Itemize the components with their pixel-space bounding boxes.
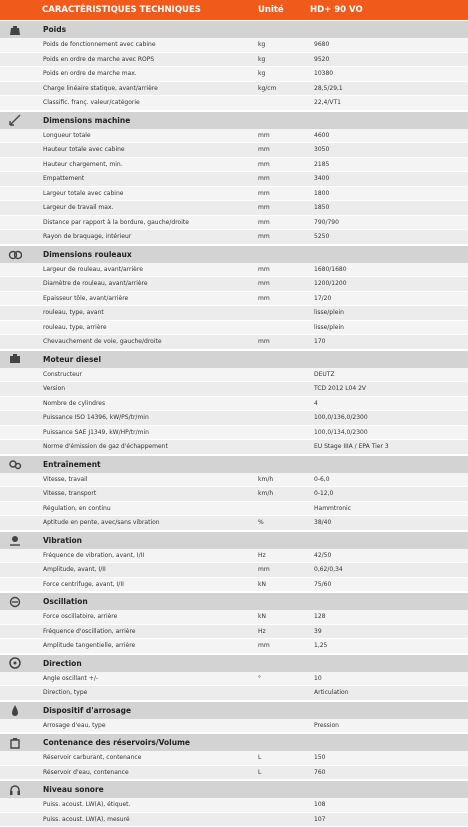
row-unit: mm (258, 190, 310, 197)
row-label: Diamètre de rouleau, avant/arrière (0, 280, 258, 287)
row-label: Fréquence de vibration, avant, I/II (0, 552, 258, 559)
row-value: 760 (310, 769, 468, 776)
row-label: Version (0, 385, 258, 392)
table-row (0, 321, 468, 336)
section-title: Dimensions rouleaux (30, 250, 132, 259)
section-rows (0, 798, 468, 827)
row-label: Puissance SAE J1349, kW/HP/tr/min (0, 429, 258, 436)
row-value: 0,62/0,34 (310, 566, 468, 573)
row-label: Hauteur chargement, min. (0, 161, 258, 168)
table-row (0, 129, 468, 144)
row-value: 39 (310, 628, 468, 635)
row-unit: mm (258, 204, 310, 211)
table-row (0, 143, 468, 158)
row-unit: mm (258, 266, 310, 273)
header-model: HD+ 90 VO (310, 5, 468, 15)
row-label: Norme d'émission de gaz d'échappement (0, 443, 258, 450)
table-row (0, 172, 468, 187)
row-value: 170 (310, 338, 468, 345)
section-rows (0, 129, 468, 245)
row-label: Réservoir carburant, contenance (0, 754, 258, 761)
row-value: EU Stage IIIA / EPA Tier 3 (310, 443, 468, 450)
row-value: Hammtronic (310, 505, 468, 512)
row-value: 2185 (310, 161, 468, 168)
table-row (0, 382, 468, 397)
table-row (0, 263, 468, 278)
section-rows (0, 719, 468, 734)
row-label: Puissance ISO 14396, kW/PS/tr/min (0, 414, 258, 421)
row-value: 100,0/134,0/2300 (310, 429, 468, 436)
row-label: Force centrifuge, avant, I/II (0, 581, 258, 588)
row-unit: mm (258, 175, 310, 182)
row-label: Force oscillatoire, arrière (0, 613, 258, 620)
section-title: Poids (30, 25, 66, 34)
table-row (0, 563, 468, 578)
table-header (0, 0, 468, 20)
row-unit: mm (258, 280, 310, 287)
drive-icon (0, 456, 30, 473)
row-label: Poids de fonctionnement avec cabine (0, 41, 258, 48)
table-row (0, 292, 468, 307)
section-dimensions-machine (0, 111, 468, 129)
row-label: Largeur de travail max. (0, 204, 258, 211)
row-value: Pression (310, 722, 468, 729)
row-label: Direction, type (0, 689, 258, 696)
section-oscillation (0, 592, 468, 610)
row-label: Amplitude, avant, I/II (0, 566, 258, 573)
oscillation-icon (0, 593, 30, 610)
row-unit: kN (258, 613, 310, 620)
row-value: 42/50 (310, 552, 468, 559)
row-value: lisse/plein (310, 324, 468, 331)
table-row (0, 625, 468, 640)
row-value: 9680 (310, 41, 468, 48)
section-dispositif-d-arrosage (0, 701, 468, 719)
table-row (0, 158, 468, 173)
section-rows (0, 38, 468, 111)
row-label: Constructeur (0, 371, 258, 378)
row-label: Largeur de rouleau, avant/arrière (0, 266, 258, 273)
table-row (0, 639, 468, 654)
section-moteur-diesel (0, 350, 468, 368)
table-row (0, 82, 468, 97)
row-value: 100,0/136,0/2300 (310, 414, 468, 421)
section-title: Dimensions machine (30, 116, 130, 125)
section-title: Direction (30, 659, 82, 668)
table-row (0, 766, 468, 781)
row-value: 17/20 (310, 295, 468, 302)
table-row (0, 610, 468, 625)
row-unit: km/h (258, 476, 310, 483)
section-title: Contenance des réservoirs/Volume (30, 738, 190, 747)
row-label: Poids en ordre de marche max. (0, 70, 258, 77)
row-value: TCD 2012 L04 2V (310, 385, 468, 392)
row-label: Longueur totale (0, 132, 258, 139)
header-title: CARACTÉRISTIQUES TECHNIQUES (0, 5, 258, 15)
row-label: Régulation, en continu (0, 505, 258, 512)
row-label: Puiss. acoust. LW(A), étiquet. (0, 801, 258, 808)
row-unit: km/h (258, 490, 310, 497)
table-row (0, 440, 468, 455)
table-row (0, 277, 468, 292)
table-row (0, 751, 468, 766)
table-row (0, 368, 468, 383)
row-unit: % (258, 519, 310, 526)
table-row (0, 67, 468, 82)
row-unit: mm (258, 295, 310, 302)
row-unit: Hz (258, 628, 310, 635)
spec-table-body (0, 20, 468, 827)
row-value: 1850 (310, 204, 468, 211)
row-value: lisse/plein (310, 309, 468, 316)
row-value: 3400 (310, 175, 468, 182)
row-unit: mm (258, 642, 310, 649)
section-rows (0, 263, 468, 350)
row-value: 0-6,0 (310, 476, 468, 483)
table-row (0, 502, 468, 517)
row-value: Articulation (310, 689, 468, 696)
row-unit: mm (258, 338, 310, 345)
row-unit: mm (258, 566, 310, 573)
row-value: 107 (310, 816, 468, 823)
section-rows (0, 672, 468, 701)
row-unit: mm (258, 132, 310, 139)
section-title: Vibration (30, 536, 82, 545)
row-value: 75/60 (310, 581, 468, 588)
row-label: Nombre de cylindres (0, 400, 258, 407)
row-label: Charge linéaire statique, avant/arrière (0, 85, 258, 92)
row-label: Largeur totale avec cabine (0, 190, 258, 197)
row-value: 790/790 (310, 219, 468, 226)
steering-icon (0, 655, 30, 672)
section-niveau-sonore (0, 780, 468, 798)
row-label: rouleau, type, avant (0, 309, 258, 316)
table-row (0, 487, 468, 502)
section-poids (0, 20, 468, 38)
section-rows (0, 549, 468, 593)
row-label: Puiss. acoust. LW(A), mesuré (0, 816, 258, 823)
row-unit: kg (258, 56, 310, 63)
section-title: Oscillation (30, 597, 88, 606)
row-unit: kN (258, 581, 310, 588)
headphones-icon (0, 781, 30, 798)
table-row (0, 672, 468, 687)
row-value: 9520 (310, 56, 468, 63)
row-label: Hauteur totale avec cabine (0, 146, 258, 153)
table-row (0, 549, 468, 564)
row-value: 10 (310, 675, 468, 682)
table-row (0, 53, 468, 68)
row-value: 4 (310, 400, 468, 407)
row-value: 108 (310, 801, 468, 808)
row-value: 4600 (310, 132, 468, 139)
row-label: Classific. franç. valeur/catégorie (0, 99, 258, 106)
weight-icon (0, 21, 30, 38)
section-contenance-des-reservoirs-volume (0, 733, 468, 751)
row-value: DEUTZ (310, 371, 468, 378)
row-unit: kg (258, 41, 310, 48)
row-unit: ° (258, 675, 310, 682)
row-label: Réservoir d'eau, contenance (0, 769, 258, 776)
table-row (0, 397, 468, 412)
row-label: Arrosage d'eau, type (0, 722, 258, 729)
table-row (0, 187, 468, 202)
row-unit: mm (258, 233, 310, 240)
section-rows (0, 610, 468, 654)
section-title: Moteur diesel (30, 355, 101, 364)
row-label: rouleau, type, arrière (0, 324, 258, 331)
row-value: 10380 (310, 70, 468, 77)
table-row (0, 201, 468, 216)
table-row (0, 38, 468, 53)
row-value: 128 (310, 613, 468, 620)
dimensions-icon (0, 112, 30, 129)
row-unit: kg (258, 70, 310, 77)
section-title: Entraînement (30, 460, 101, 469)
section-title: Niveau sonore (30, 785, 104, 794)
section-vibration (0, 531, 468, 549)
table-row (0, 411, 468, 426)
table-row (0, 306, 468, 321)
table-row (0, 96, 468, 111)
table-row (0, 216, 468, 231)
header-unit: Unité (258, 5, 310, 15)
section-rows (0, 368, 468, 455)
table-row (0, 578, 468, 593)
row-value: 1800 (310, 190, 468, 197)
row-value: 38/40 (310, 519, 468, 526)
table-row (0, 516, 468, 531)
row-value: 22,4/VT1 (310, 99, 468, 106)
table-row (0, 335, 468, 350)
row-value: 1,25 (310, 642, 468, 649)
row-unit: mm (258, 219, 310, 226)
row-label: Vitesse, transport (0, 490, 258, 497)
row-label: Chevauchement de voie, gauche/droite (0, 338, 258, 345)
section-direction (0, 654, 468, 672)
drum-icon (0, 246, 30, 263)
row-label: Vitesse, travail (0, 476, 258, 483)
row-label: Distance par rapport à la bordure, gauche/droite (0, 219, 258, 226)
row-label: Rayon de braquage, intérieur (0, 233, 258, 240)
row-label: Epaisseur tôle, avant/arrière (0, 295, 258, 302)
row-unit: mm (258, 146, 310, 153)
row-label: Aptitude en pente, avec/sans vibration (0, 519, 258, 526)
row-unit: Hz (258, 552, 310, 559)
row-value: 0-12,0 (310, 490, 468, 497)
section-dimensions-rouleaux (0, 245, 468, 263)
table-row (0, 473, 468, 488)
section-rows (0, 473, 468, 531)
tank-icon (0, 734, 30, 751)
section-entrainement (0, 455, 468, 473)
row-unit: kg/cm (258, 85, 310, 92)
table-row (0, 813, 468, 827)
section-rows (0, 751, 468, 780)
table-row (0, 426, 468, 441)
water-spray-icon (0, 702, 30, 719)
row-value: 28,5/29,1 (310, 85, 468, 92)
row-value: 1200/1200 (310, 280, 468, 287)
row-value: 1680/1680 (310, 266, 468, 273)
table-row (0, 798, 468, 813)
engine-icon (0, 351, 30, 368)
table-row (0, 686, 468, 701)
row-label: Fréquence d'oscillation, arrière (0, 628, 258, 635)
table-row (0, 230, 468, 245)
section-title: Dispositif d'arrosage (30, 706, 131, 715)
row-label: Poids en ordre de marche avec ROPS (0, 56, 258, 63)
row-unit: mm (258, 161, 310, 168)
row-value: 5250 (310, 233, 468, 240)
row-label: Empattement (0, 175, 258, 182)
vibration-icon (0, 532, 30, 549)
row-value: 3050 (310, 146, 468, 153)
row-label: Amplitude tangentielle, arrière (0, 642, 258, 649)
row-label: Angle oscillant +/- (0, 675, 258, 682)
table-row (0, 719, 468, 734)
row-unit: L (258, 769, 310, 776)
row-value: 150 (310, 754, 468, 761)
row-unit: L (258, 754, 310, 761)
